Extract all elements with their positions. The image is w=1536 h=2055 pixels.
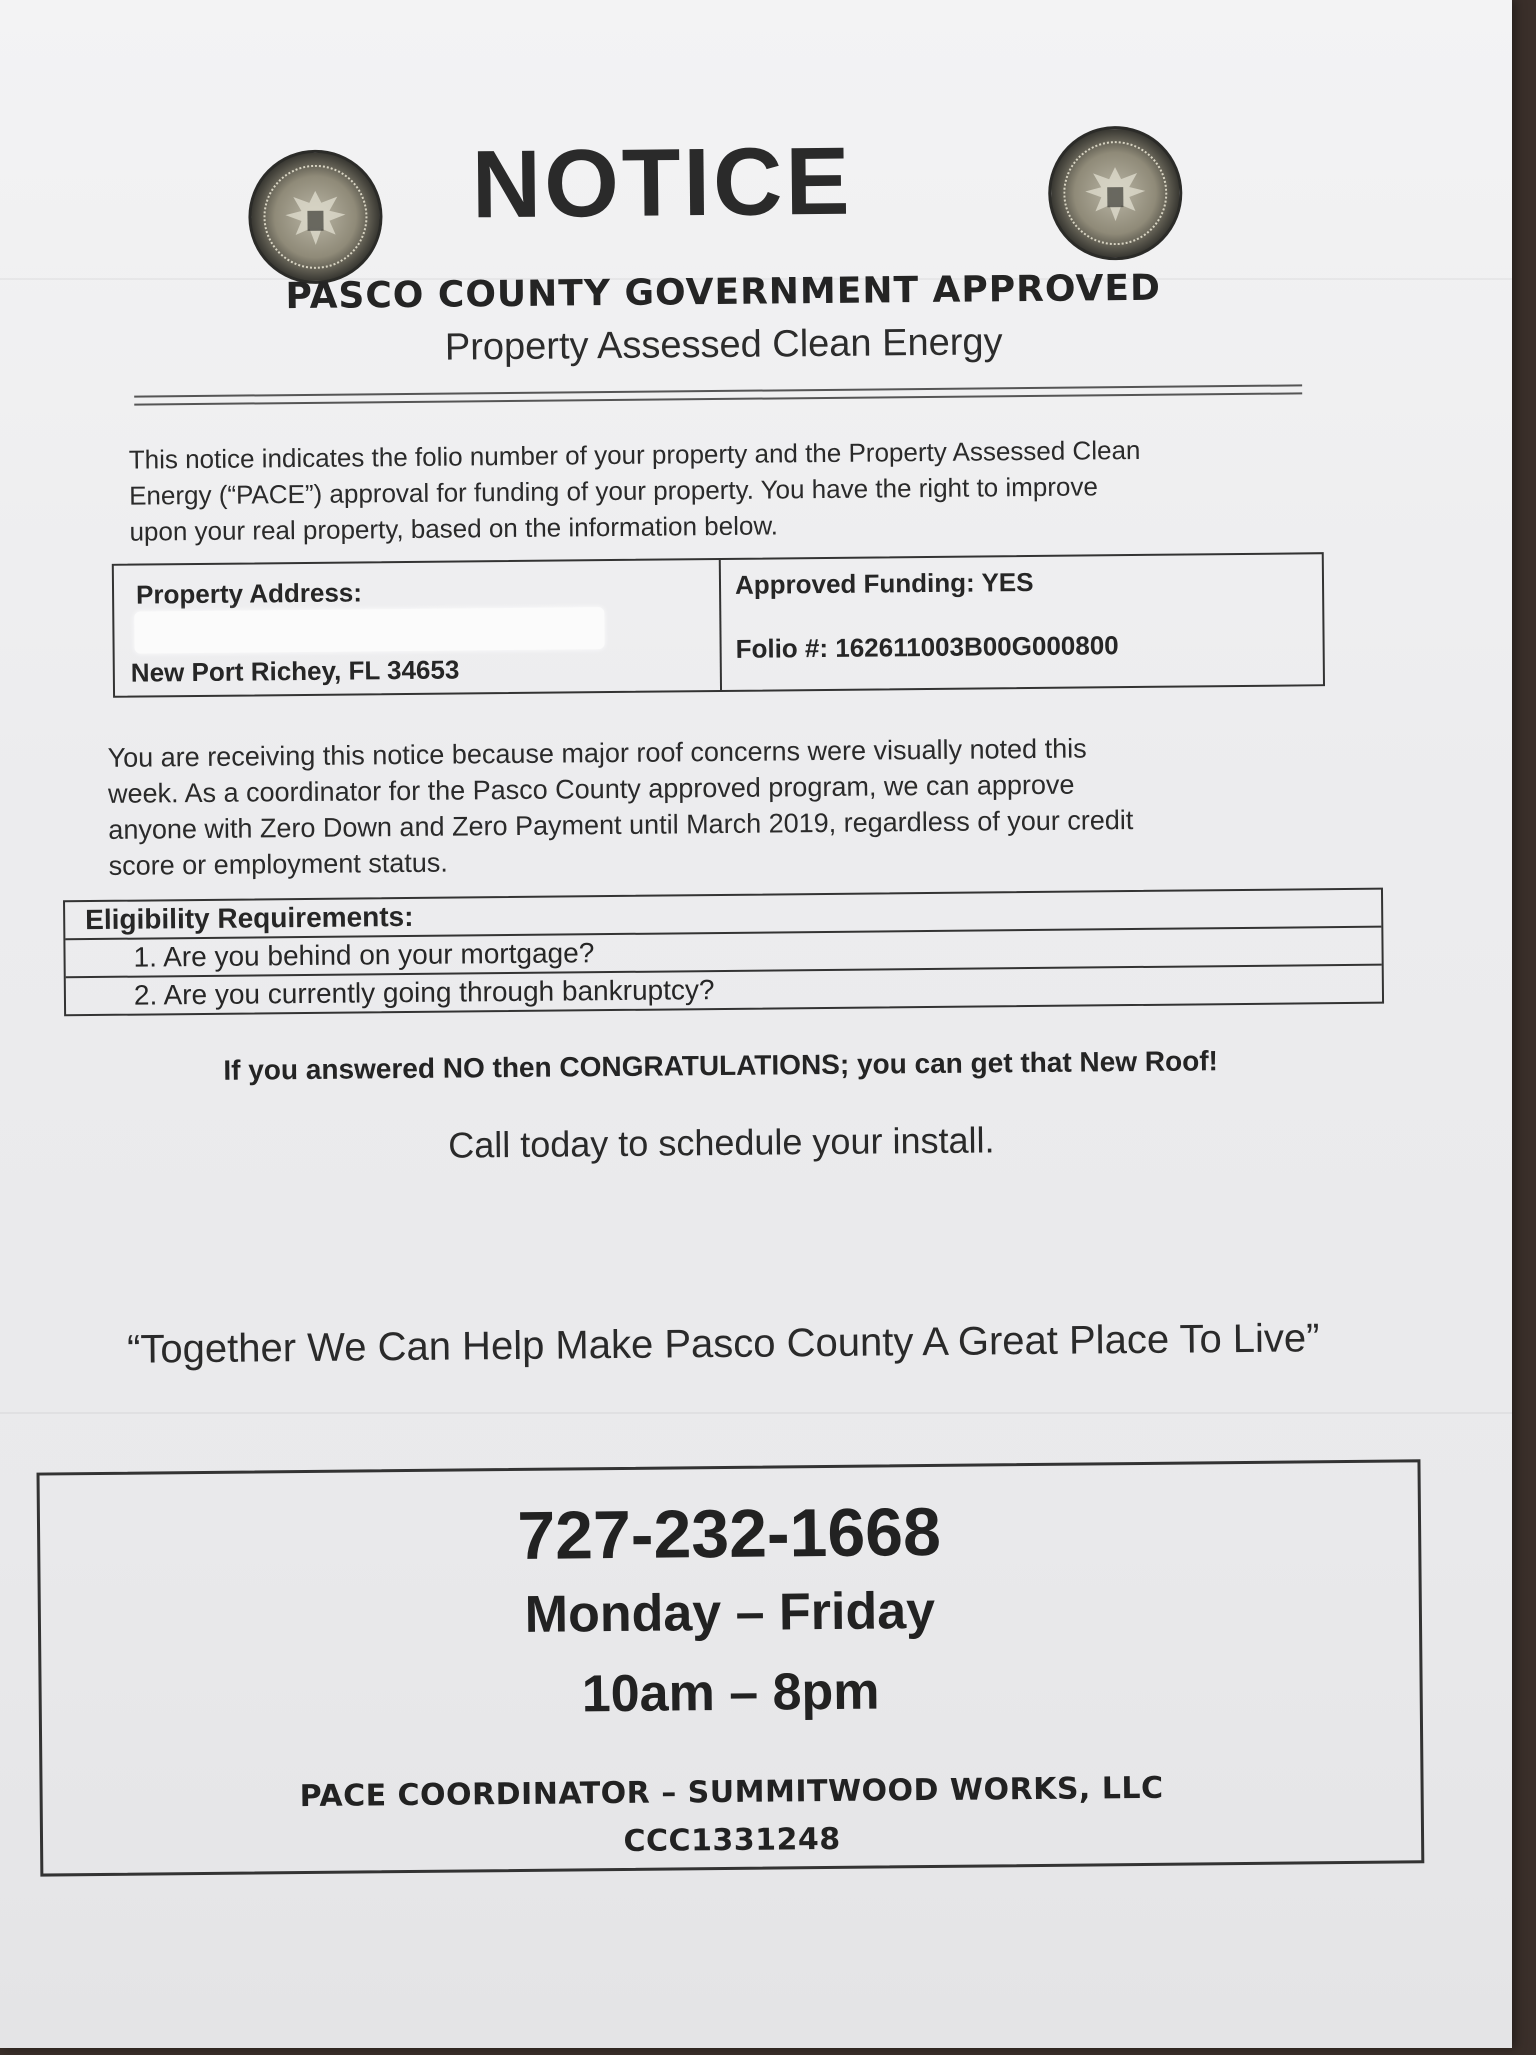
intro-line: This notice indicates the folio number of your property and the Property Assessed Clean: [128, 434, 1141, 475]
eligibility-table: [63, 888, 1384, 1017]
license-number: CCC1331248: [623, 1821, 841, 1859]
notice-line: You are receiving this notice because major roof concerns were visually noted this: [107, 733, 1087, 773]
notice-line: week. As a coordinator for the Pasco County approved program, we can approve: [107, 769, 1075, 809]
company-name: PACE COORDINATOR – SUMMITWOOD WORKS, LLC: [299, 1770, 1164, 1815]
property-city: New Port Richey, FL 34653: [130, 654, 460, 688]
program-subheading: Property Assessed Clean Energy: [444, 321, 1003, 369]
property-address-cell: [114, 560, 722, 696]
eagle-seal-icon: [1048, 126, 1183, 261]
eagle-emblem-icon: [1051, 129, 1180, 258]
approved-funding: Approved Funding: YES: [734, 566, 1034, 600]
notice-paragraph: [107, 730, 1133, 884]
business-hours: 10am – 8pm: [581, 1662, 880, 1724]
phone-number: 727-232-1668: [517, 1493, 942, 1574]
eligibility-header: Eligibility Requirements:: [85, 900, 414, 936]
contact-box: [37, 1459, 1425, 1876]
redacted-street-address: [134, 607, 604, 654]
eligibility-item: 2. Are you currently going through bankruptcy?: [133, 974, 715, 1011]
property-info-table: [112, 552, 1325, 698]
intro-paragraph: [129, 432, 1142, 550]
slogan: “Together We Can Help Make Pasco County A Great Place To Live”: [126, 1316, 1320, 1372]
call-to-action: Call today to schedule your install.: [448, 1119, 995, 1166]
congratulations-text: If you answered NO then CONGRATULATIONS; you can get that New Roof!: [223, 1045, 1219, 1086]
notice-line: score or employment status.: [108, 847, 448, 881]
approval-heading: PASCO COUNTY GOVERNMENT APPROVED: [285, 267, 1162, 318]
folio-number: Folio #: 162611003B00G000800: [735, 630, 1119, 664]
intro-line: upon your real property, based on the information below.: [129, 510, 779, 547]
intro-line: Energy (“PACE”) approval for funding of your property. You have the right to improve: [128, 471, 1099, 511]
eagle-emblem-icon: [251, 152, 380, 281]
property-address-label: Property Address:: [135, 577, 363, 610]
eagle-seal-icon: [248, 149, 383, 284]
business-days: Monday – Friday: [524, 1581, 936, 1644]
notice-line: anyone with Zero Down and Zero Payment until March 2019, regardless of your credit: [108, 805, 1134, 845]
eligibility-item: 1. Are you behind on your mortgage?: [133, 937, 595, 973]
funding-cell: [721, 554, 1323, 690]
notice-title: NOTICE: [471, 127, 853, 239]
